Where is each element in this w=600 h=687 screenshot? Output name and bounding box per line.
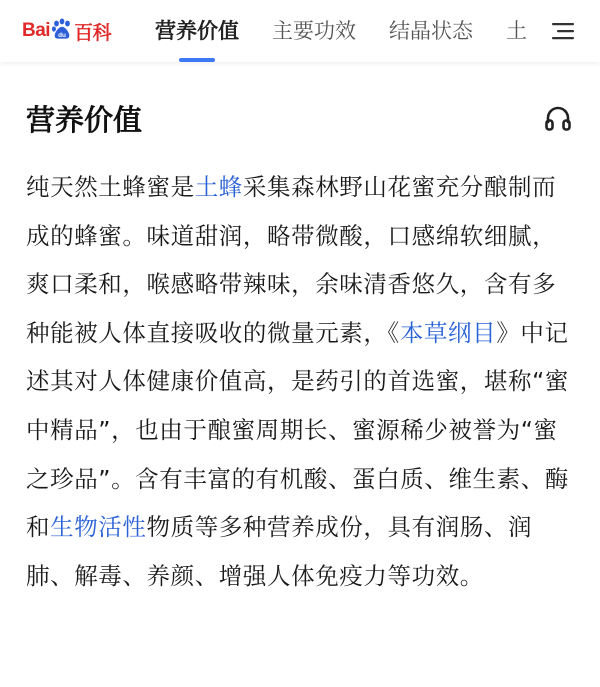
top-navigation-bar (0, 0, 600, 62)
text-segment: 纯天然土蜂蜜是 (26, 173, 195, 201)
tab-overflow[interactable]: 土 (506, 19, 527, 43)
text-segment: 采集森林野山花蜜充分酿制而成的蜂蜜。味道甜润，略带微酸，口感绵软细腻，爽口柔和，喉感略带辣味，余味清香悠久，含有多种能被人体直接吸收的微量元素，《 (26, 173, 557, 347)
text-segment: 》中记述其对人体健康价值高，是药引的首选蜜，堪称“蜜中精品”，也由于酿蜜周期长、蜜源稀少被誉为“蜜之珍品”。含有丰富的有机酸、蛋白质、维生素、酶和 (26, 318, 569, 542)
article-paragraph (26, 163, 574, 600)
tab-main-effects[interactable]: 主要功效 (272, 19, 356, 43)
hamburger-icon[interactable] (552, 22, 574, 40)
logo-text-du: du (58, 31, 66, 39)
section-title: 营养价值 (26, 103, 143, 137)
logo-text-baike: 百科 (74, 22, 112, 44)
link-tufeng[interactable]: 土蜂 (194, 173, 243, 201)
link-bioactive[interactable]: 生物活性 (50, 513, 147, 542)
tab-nutrition-value[interactable]: 营养价值 (155, 0, 239, 62)
text-segment: 物质等多种营养成份，具有润肠、润肺、解毒、养颜、增强人体免疫力等功效。 (26, 513, 533, 590)
link-bencao-gangmu[interactable]: 本草纲目 (399, 318, 497, 347)
tab-bar (155, 0, 527, 62)
headphones-icon[interactable] (543, 104, 573, 134)
tab-crystal-state[interactable]: 结晶状态 (389, 19, 473, 43)
paw-icon (51, 18, 73, 40)
logo-text-bai: Bai (22, 20, 51, 41)
baidu-baike-logo[interactable] (22, 14, 111, 48)
